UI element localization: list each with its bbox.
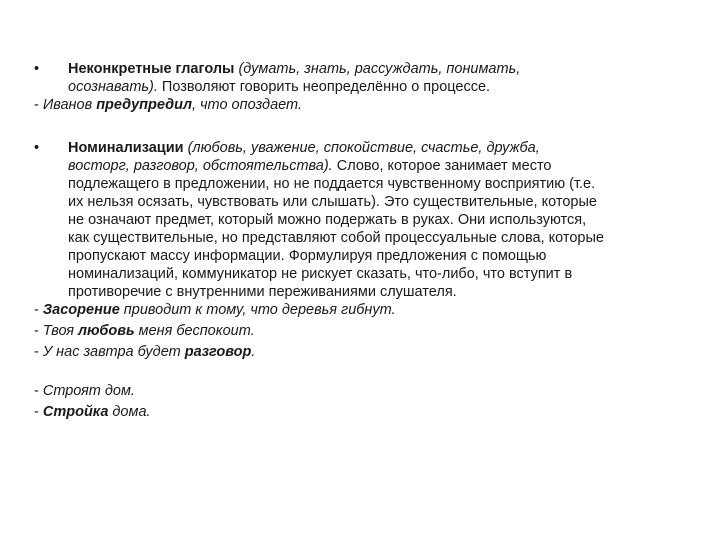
example-line: - Засорение приводит к тому, что деревья гибнут.: [34, 302, 396, 318]
bullet-icon: •: [34, 61, 40, 77]
item-line: [68, 78, 694, 96]
description-line: противоречие с внутренними переживаниями слушателя.: [68, 284, 457, 300]
bullet-item: [34, 139, 694, 301]
item-line: [68, 157, 694, 175]
term-heading: Неконкретные глаголы: [68, 61, 235, 77]
description-text: Слово, которое занимает место: [332, 158, 552, 174]
description-line: их нельзя осязать, чувствовать или слышать). Это существительные, которые: [68, 194, 597, 210]
term-heading: Номинализации: [68, 140, 184, 156]
term-examples: (любовь, уважение, спокойствие, счастье, дружба,: [183, 140, 540, 156]
example-line: - Твоя любовь меня беспокоит.: [34, 323, 255, 339]
term-examples: осознавать).: [68, 79, 158, 95]
highlighted-word: любовь: [78, 323, 135, 339]
highlighted-word: разговор: [184, 344, 252, 360]
item-line: [68, 139, 694, 157]
description-line: не означают предмет, который можно подержать в руках. Они используются,: [68, 212, 587, 228]
section-nonspecific-verbs: [34, 60, 694, 117]
example-line: - Стройка дома.: [34, 404, 151, 420]
description-text: Позволяют говорить неопределённо о процессе.: [157, 79, 491, 95]
item-line: [68, 60, 694, 78]
description-line: подлежащего в предложении, но не поддается чувственному восприятию (т.е.: [68, 176, 596, 192]
bullet-item: [34, 60, 694, 96]
description-line: пропускают массу информации. Формулируя предложения с помощью: [68, 248, 547, 264]
example-line: - У нас завтра будет разговор.: [34, 344, 256, 360]
term-examples: восторг, разговор, обстоятельства).: [68, 158, 333, 174]
bullet-icon: •: [34, 140, 40, 156]
highlighted-word: Стройка: [42, 404, 109, 420]
example-line: - Строят дом.: [34, 383, 135, 399]
term-examples: (думать, знать, рассуждать, понимать,: [234, 61, 521, 77]
section-examples: [34, 382, 694, 424]
description-line: как существительные, но представляют собой процессуальные слова, которые: [68, 230, 604, 246]
highlighted-word: предупредил: [96, 97, 192, 113]
highlighted-word: Засорение: [42, 302, 120, 318]
example-line: - Иванов предупредил, что опоздает.: [34, 97, 302, 113]
description-line: номинализаций, коммуникатор не рискует сказать, что-либо, что вступит в: [68, 266, 573, 282]
section-nominalizations: [34, 139, 694, 364]
